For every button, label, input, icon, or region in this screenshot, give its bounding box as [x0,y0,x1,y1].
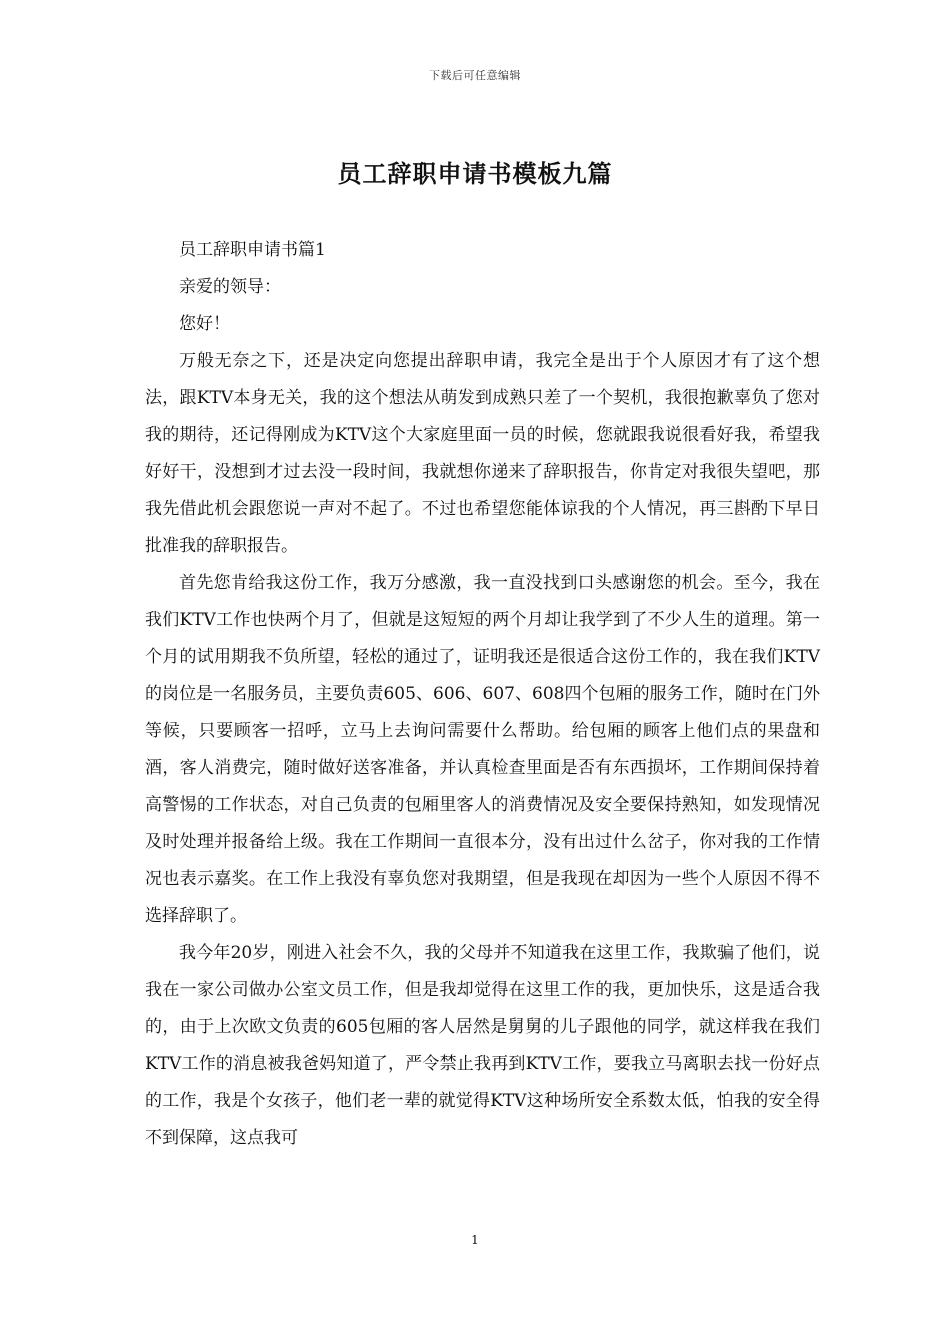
page-number: 1 [471,1233,479,1247]
header-note: 下载后可任意编辑 [429,69,521,82]
greeting: 您好！ [179,314,230,334]
body-paragraph: 我今年20岁，刚进入社会不久，我的父母并不知道我在这里工作，我欺骗了他们，说我在一家公司做办公室文员工作，但是我却觉得在这里工作的我，更加快乐，这是适合我的，由于上次欧文负责的605包厢的客人居然是舅舅的儿子跟他的同学，就这样我在我们KTV工作的消息被我爸妈知道了，严令禁止我再到KTV工作，要我立马离职去找一份好点的工作，我是个女孩子，他们老一辈的就觉得KTV这种场所安全系数太低，怕我的安全得不到保障，这点我可 [145,943,820,1148]
salutation: 亲爱的领导： [179,277,281,297]
document-body [145,232,820,1157]
section-heading: 员工辞职申请书篇1 [179,240,326,260]
document-title: 员工辞职申请书模板九篇 [337,159,613,188]
body-paragraph: 万般无奈之下，还是决定向您提出辞职申请，我完全是出于个人原因才有了这个想法，跟KTV本身无关，我的这个想法从萌发到成熟只差了一个契机，我很抱歉辜负了您对我的期待，还记得刚成为KTV这个大家庭里面一员的时候，您就跟我说很看好我，希望我好好干，没想到才过去没一段时间，我就想你递来了辞职报告，你肯定对我很失望吧，那我先借此机会跟您说一声对不起了。不过也希望您能体谅我的个人情况，再三斟酌下早日批准我的辞职报告。 [145,351,820,556]
body-paragraph: 首先您肯给我这份工作，我万分感激，我一直没找到口头感谢您的机会。至今，我在我们KTV工作也快两个月了，但就是这短短的两个月却让我学到了不少人生的道理。第一个月的试用期我不负所望，轻松的通过了，证明我还是很适合这份工作的，我在我们KTV的岗位是一名服务员，主要负责605、606、607、608四个包厢的服务工作，随时在门外等候，只要顾客一招呼，立马上去询问需要什么帮助。给包厢的顾客上他们点的果盘和酒，客人消费完，随时做好送客准备，并认真检查里面是否有东西损坏，工作期间保持着高警惕的工作状态，对自己负责的包厢里客人的消费情况及安全要保持熟知，如发现情况及时处理并报备给上级。我在工作期间一直很本分，没有出过什么岔子，你对我的工作情况也表示嘉奖。在工作上我没有辜负您对我期望，但是我现在却因为一些个人原因不得不选择辞职了。 [145,573,820,926]
